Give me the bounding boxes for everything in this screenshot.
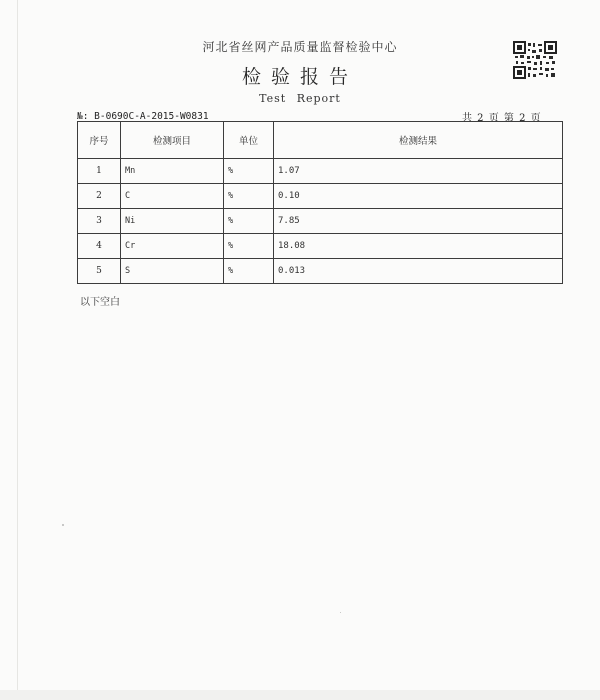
header-result: 检测结果 xyxy=(274,122,563,159)
row-item: Ni xyxy=(121,209,224,234)
table-row xyxy=(78,234,563,259)
institute-name: 河北省丝网产品质量监督检验中心 xyxy=(202,40,398,54)
paper-speck xyxy=(340,612,341,613)
report-title-en: Test Report xyxy=(259,92,341,105)
header-no: 序号 xyxy=(78,122,121,159)
table-row xyxy=(78,209,563,234)
end-of-content-note: 以下空白 xyxy=(80,297,120,308)
row-result: 7.85 xyxy=(274,209,563,234)
row-unit: % xyxy=(224,234,274,259)
qr-code-icon xyxy=(513,41,557,79)
table-row xyxy=(78,159,563,184)
page-edge xyxy=(17,0,18,700)
page-bottom-edge xyxy=(0,690,600,700)
row-unit: % xyxy=(224,209,274,234)
row-no: 3 xyxy=(78,209,121,234)
row-result: 0.013 xyxy=(274,259,563,284)
row-unit: % xyxy=(224,184,274,209)
row-result: 18.08 xyxy=(274,234,563,259)
row-no: 5 xyxy=(78,259,121,284)
row-no: 4 xyxy=(78,234,121,259)
table-header-row xyxy=(78,122,563,159)
page-indicator: 共 2 页 第 2 页 xyxy=(462,113,542,124)
row-item: S xyxy=(121,259,224,284)
results-table xyxy=(77,121,563,284)
row-unit: % xyxy=(224,159,274,184)
header-unit: 单位 xyxy=(224,122,274,159)
row-result: 1.07 xyxy=(274,159,563,184)
row-item: C xyxy=(121,184,224,209)
table-row xyxy=(78,259,563,284)
header-item: 检测项目 xyxy=(121,122,224,159)
row-unit: % xyxy=(224,259,274,284)
row-result: 0.10 xyxy=(274,184,563,209)
report-number: №: B-0690C-A-2015-W0831 xyxy=(77,111,209,122)
report-title-cn: 检验报告 xyxy=(241,66,358,88)
row-item: Mn xyxy=(121,159,224,184)
paper-speck xyxy=(62,524,64,526)
row-no: 2 xyxy=(78,184,121,209)
row-no: 1 xyxy=(78,159,121,184)
row-item: Cr xyxy=(121,234,224,259)
table-row xyxy=(78,184,563,209)
